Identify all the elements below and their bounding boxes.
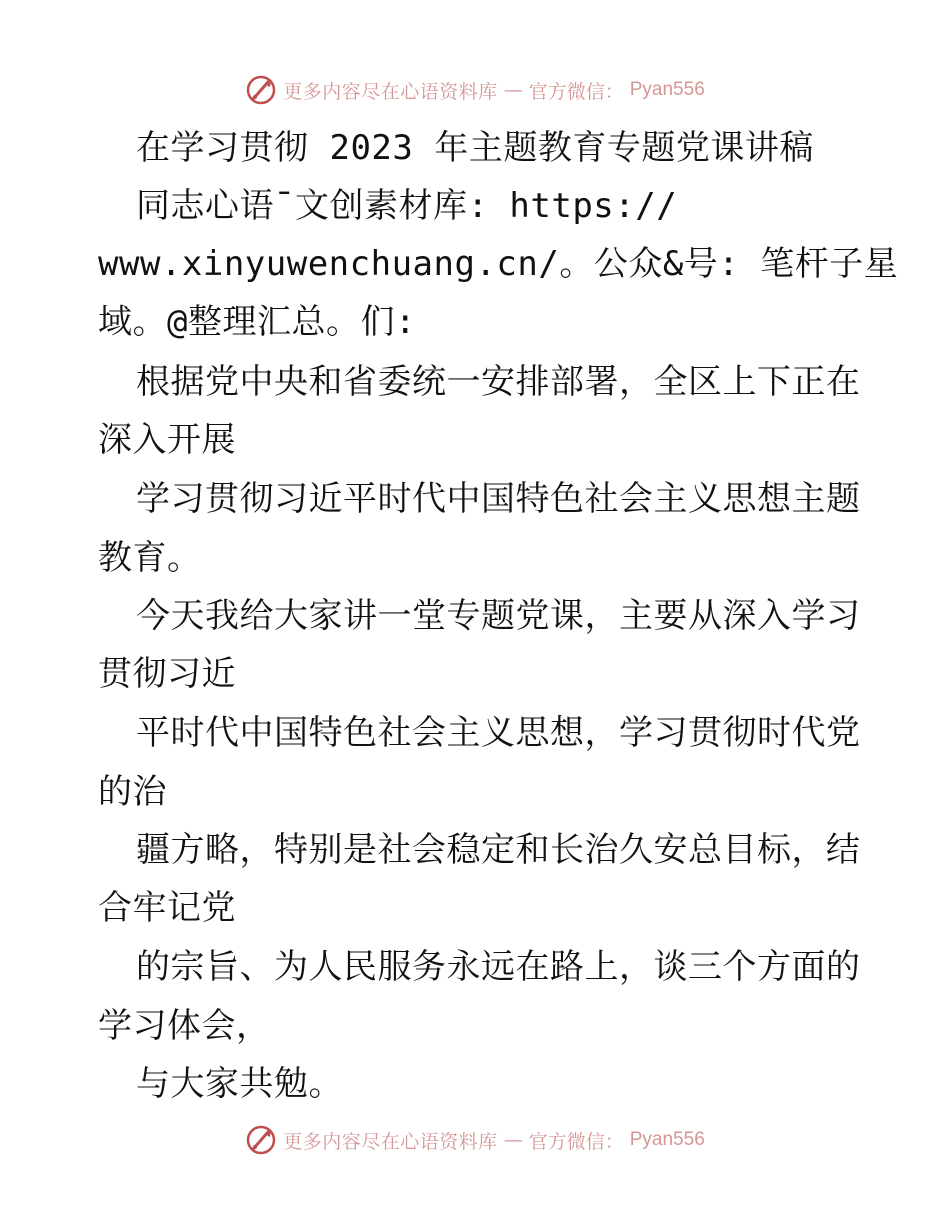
body-line: 疆方略，特别是社会稳定和长治久安总目标，结 xyxy=(136,830,861,870)
body-line: 深入开展 xyxy=(98,420,236,460)
watermark-dash: — xyxy=(503,1129,523,1151)
header-watermark xyxy=(245,74,705,106)
watermark-text: 更多内容尽在心语资料库 xyxy=(283,1130,498,1153)
quill-seal-icon xyxy=(245,1124,277,1156)
header-watermark-banner xyxy=(0,70,950,110)
footer-watermark-banner xyxy=(0,1120,950,1160)
footer-watermark xyxy=(245,1124,705,1156)
body-line: www.xinyuwenchuang.cn/。公众&号: 笔杆子星 xyxy=(98,244,899,284)
watermark-wechat-label: 官方微信： xyxy=(528,1130,624,1153)
body-line: 教育。 xyxy=(98,538,202,578)
quill-seal-icon xyxy=(245,74,277,106)
body-line: 根据党中央和省委统一安排部署，全区上下正在 xyxy=(136,362,861,402)
body-line: 域。@整理汇总。们: xyxy=(98,302,416,342)
watermark-dash: — xyxy=(503,79,523,101)
body-line: 与大家共勉。 xyxy=(136,1064,343,1104)
watermark-text: 更多内容尽在心语资料库 xyxy=(283,80,498,103)
body-line: 今天我给大家讲一堂专题党课，主要从深入学习 xyxy=(136,596,861,636)
body-line: 的宗旨、为人民服务永远在路上，谈三个方面的 xyxy=(136,947,861,987)
watermark-wechat-handle: Pyan556 xyxy=(629,1129,705,1150)
body-line: 的治 xyxy=(98,772,167,812)
body-line: 平时代中国特色社会主义思想，学习贯彻时代党 xyxy=(136,713,861,753)
body-line: 合牢记党 xyxy=(98,888,236,928)
watermark-wechat-label: 官方微信： xyxy=(528,80,624,103)
body-line: 同志心语¯文创素材库: https:// xyxy=(136,186,678,226)
watermark-wechat-handle: Pyan556 xyxy=(629,79,705,100)
body-line: 学习体会， xyxy=(98,1006,271,1046)
body-line: 学习贯彻习近平时代中国特色社会主义思想主题 xyxy=(136,479,861,519)
document-title: 在学习贯彻 2023 年主题教育专题党课讲稿 xyxy=(136,128,814,168)
body-line: 贯彻习近 xyxy=(98,654,236,694)
